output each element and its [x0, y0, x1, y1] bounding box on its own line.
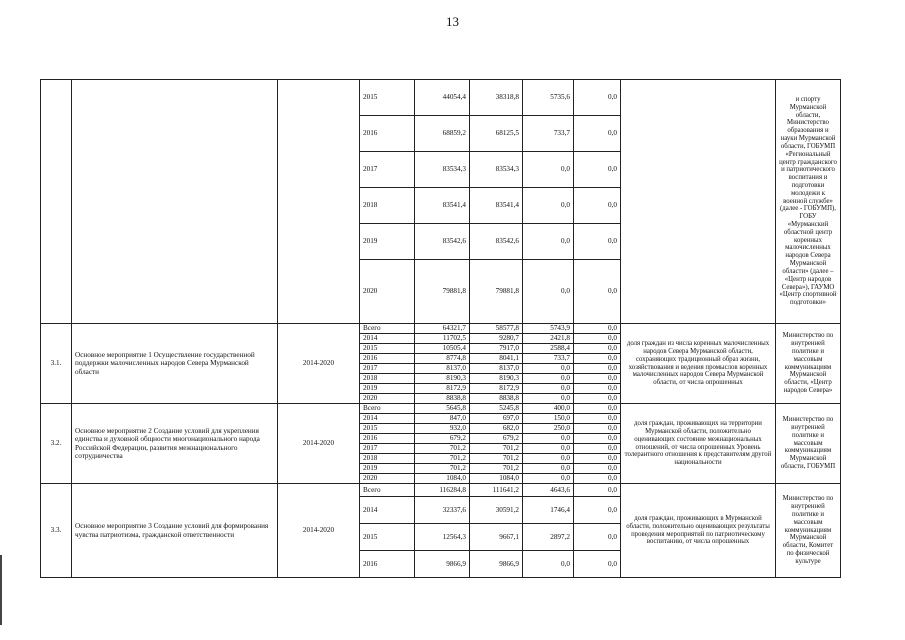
total-cell: 8137,0 — [415, 364, 470, 374]
regional-cell: 701,2 — [470, 444, 523, 454]
total-cell: 679,2 — [415, 434, 470, 444]
other-cell: 0,0 — [574, 116, 621, 152]
total-cell: 83542,6 — [415, 224, 470, 260]
regional-cell: 701,2 — [470, 464, 523, 474]
regional-cell: 8190,3 — [470, 374, 523, 384]
total-cell: 8190,3 — [415, 374, 470, 384]
year-cell: 2020 — [360, 394, 415, 404]
activity-number: 3.1. — [41, 324, 72, 404]
federal-cell: 0,0 — [523, 384, 574, 394]
federal-cell: 733,7 — [523, 354, 574, 364]
regional-cell: 9280,7 — [470, 334, 523, 344]
other-cell: 0,0 — [574, 324, 621, 334]
table-row — [41, 484, 841, 497]
other-cell: 0,0 — [574, 497, 621, 524]
total-cell: 9866,9 — [415, 551, 470, 578]
year-cell: 2020 — [360, 474, 415, 484]
regional-cell: 697,0 — [470, 414, 523, 424]
table-row — [41, 404, 841, 414]
other-cell: 0,0 — [574, 344, 621, 354]
year-cell: 2020 — [360, 260, 415, 324]
year-cell: 2016 — [360, 434, 415, 444]
page-number: 13 — [446, 14, 459, 29]
federal-cell: 0,0 — [523, 364, 574, 374]
regional-cell: 8838,8 — [470, 394, 523, 404]
regional-cell: 8172,9 — [470, 384, 523, 394]
federal-cell: 0,0 — [523, 394, 574, 404]
total-cell: 64321,7 — [415, 324, 470, 334]
federal-cell: 2897,2 — [523, 524, 574, 551]
year-cell: 2015 — [360, 344, 415, 354]
year-cell: 2018 — [360, 454, 415, 464]
regional-cell: 83541,4 — [470, 188, 523, 224]
federal-cell: 0,0 — [523, 474, 574, 484]
regional-cell: 5245,8 — [470, 404, 523, 414]
activity-name: Основное мероприятие 2 Создание условий для укрепления единства и духовной общности многонационального народа Российской Федерации, развития межнационального сотрудничества — [72, 404, 278, 484]
year-cell: Всего — [360, 484, 415, 497]
year-cell: 2016 — [360, 116, 415, 152]
federal-cell: 2421,8 — [523, 334, 574, 344]
total-cell: 10505,4 — [415, 344, 470, 354]
year-cell: 2019 — [360, 464, 415, 474]
total-cell: 701,2 — [415, 454, 470, 464]
year-cell: 2018 — [360, 374, 415, 384]
year-cell: 2016 — [360, 551, 415, 578]
regional-cell: 8041,1 — [470, 354, 523, 364]
year-cell: 2018 — [360, 188, 415, 224]
total-cell: 116284,8 — [415, 484, 470, 497]
regional-cell: 7917,0 — [470, 344, 523, 354]
federal-cell: 0,0 — [523, 152, 574, 188]
table-row — [41, 80, 841, 116]
indicator-cell: доля граждан, проживающих в Мурманской области, положительно оценивающих результаты проведения мероприятий по патриотическому воспитанию, от числа опрошенных — [621, 484, 776, 578]
year-cell: 2016 — [360, 354, 415, 364]
regional-cell: 701,2 — [470, 454, 523, 464]
year-cell: 2017 — [360, 364, 415, 374]
year-cell: 2019 — [360, 384, 415, 394]
scan-edge-mark — [0, 555, 2, 625]
year-cell: 2019 — [360, 224, 415, 260]
total-cell: 847,0 — [415, 414, 470, 424]
total-cell: 68859,2 — [415, 116, 470, 152]
other-cell: 0,0 — [574, 474, 621, 484]
other-cell: 0,0 — [574, 384, 621, 394]
executor-cell: Министерство по внутренней политике и массовым коммуникациям Мурманской области, «Центр народов Севера» — [776, 324, 841, 404]
total-cell: 12564,3 — [415, 524, 470, 551]
total-cell: 79881,8 — [415, 260, 470, 324]
program-table — [40, 79, 841, 578]
empty-name-cell — [72, 80, 278, 324]
regional-cell: 68125,5 — [470, 116, 523, 152]
federal-cell: 0,0 — [523, 188, 574, 224]
federal-cell: 0,0 — [523, 260, 574, 324]
federal-cell: 5735,6 — [523, 80, 574, 116]
federal-cell: 0,0 — [523, 434, 574, 444]
total-cell: 44054,4 — [415, 80, 470, 116]
regional-cell: 8137,0 — [470, 364, 523, 374]
activity-period: 2014-2020 — [278, 324, 360, 404]
regional-cell: 83534,3 — [470, 152, 523, 188]
total-cell: 701,2 — [415, 444, 470, 454]
total-cell: 8172,9 — [415, 384, 470, 394]
other-cell: 0,0 — [574, 394, 621, 404]
other-cell: 0,0 — [574, 364, 621, 374]
other-cell: 0,0 — [574, 354, 621, 364]
total-cell: 701,2 — [415, 464, 470, 474]
activity-period: 2014-2020 — [278, 404, 360, 484]
other-cell: 0,0 — [574, 454, 621, 464]
year-cell: 2014 — [360, 414, 415, 424]
regional-cell: 9667,1 — [470, 524, 523, 551]
year-cell: 2015 — [360, 424, 415, 434]
year-cell: Всего — [360, 404, 415, 414]
empty-number-cell — [41, 80, 72, 324]
federal-cell: 0,0 — [523, 224, 574, 260]
federal-cell: 150,0 — [523, 414, 574, 424]
other-cell: 0,0 — [574, 260, 621, 324]
year-cell: 2015 — [360, 80, 415, 116]
federal-cell: 733,7 — [523, 116, 574, 152]
total-cell: 32337,6 — [415, 497, 470, 524]
other-cell: 0,0 — [574, 484, 621, 497]
other-cell: 0,0 — [574, 551, 621, 578]
year-cell: 2017 — [360, 152, 415, 188]
total-cell: 8774,8 — [415, 354, 470, 364]
total-cell: 5645,8 — [415, 404, 470, 414]
other-cell: 0,0 — [574, 224, 621, 260]
regional-cell: 30591,2 — [470, 497, 523, 524]
other-cell: 0,0 — [574, 414, 621, 424]
year-cell: 2015 — [360, 524, 415, 551]
federal-cell: 2588,4 — [523, 344, 574, 354]
total-cell: 83534,3 — [415, 152, 470, 188]
other-cell: 0,0 — [574, 80, 621, 116]
year-cell: Всего — [360, 324, 415, 334]
empty-indicator-cell — [621, 80, 776, 324]
total-cell: 932,0 — [415, 424, 470, 434]
regional-cell: 83542,6 — [470, 224, 523, 260]
regional-cell: 679,2 — [470, 434, 523, 444]
executor-cell: и спорту Мурманской области, Министерство образования и науки Мурманской области, ГОБУМП «Региональный центр гражданского и патриотического воспитания и подготовки молодежи к военной службе» (далее - ГОБУМП), ГОБУ «Мурманский областной центр коренных малочисленных народов Севера Мурманской области» (далее – «Центр народов Севера»), ГАУМО «Центр спортивной подготовки» — [776, 80, 841, 324]
year-cell: 2017 — [360, 444, 415, 454]
regional-cell: 111641,2 — [470, 484, 523, 497]
federal-cell: 0,0 — [523, 444, 574, 454]
federal-cell: 0,0 — [523, 374, 574, 384]
federal-cell: 4643,6 — [523, 484, 574, 497]
executor-cell: Министерство по внутренней политике и массовым коммуникациям Мурманской области, Комитет по физической культуре — [776, 484, 841, 578]
other-cell: 0,0 — [574, 188, 621, 224]
regional-cell: 79881,8 — [470, 260, 523, 324]
regional-cell: 58577,8 — [470, 324, 523, 334]
federal-cell: 250,0 — [523, 424, 574, 434]
indicator-cell: доля граждан из числа коренных малочисленных народов Севера Мурманской области, сохраняющих традиционный образ жизни, хозяйствования и ведения промыслов коренных малочисленных народов Севера Мурманской области, от числа опрошенных — [621, 324, 776, 404]
federal-cell: 5743,9 — [523, 324, 574, 334]
other-cell: 0,0 — [574, 434, 621, 444]
year-cell: 2014 — [360, 334, 415, 344]
other-cell: 0,0 — [574, 152, 621, 188]
total-cell: 8838,8 — [415, 394, 470, 404]
year-cell: 2014 — [360, 497, 415, 524]
other-cell: 0,0 — [574, 374, 621, 384]
total-cell: 83541,4 — [415, 188, 470, 224]
federal-cell: 0,0 — [523, 551, 574, 578]
total-cell: 1084,0 — [415, 474, 470, 484]
regional-cell: 9866,9 — [470, 551, 523, 578]
other-cell: 0,0 — [574, 444, 621, 454]
empty-period-cell — [278, 80, 360, 324]
regional-cell: 38318,8 — [470, 80, 523, 116]
other-cell: 0,0 — [574, 424, 621, 434]
federal-cell: 0,0 — [523, 464, 574, 474]
indicator-cell: доля граждан, проживающих на территории Мурманской области, положительно оценивающих состояние межнациональных отношений, от числа опрошенных Уровень толерантного отношения к представителям другой национальности — [621, 404, 776, 484]
total-cell: 11702,5 — [415, 334, 470, 344]
federal-cell: 0,0 — [523, 454, 574, 464]
executor-cell: Министерство по внутренней политике и массовым коммуникациям Мурманской области, ГОБУМП — [776, 404, 841, 484]
other-cell: 0,0 — [574, 404, 621, 414]
other-cell: 0,0 — [574, 524, 621, 551]
activity-name: Основное мероприятие 1 Осуществление государственной поддержки малочисленных народов Севера Мурманской области — [72, 324, 278, 404]
regional-cell: 682,0 — [470, 424, 523, 434]
activity-number: 3.3. — [41, 484, 72, 578]
regional-cell: 1084,0 — [470, 474, 523, 484]
federal-cell: 1746,4 — [523, 497, 574, 524]
other-cell: 0,0 — [574, 334, 621, 344]
other-cell: 0,0 — [574, 464, 621, 474]
table-row — [41, 324, 841, 334]
activity-number: 3.2. — [41, 404, 72, 484]
activity-period: 2014-2020 — [278, 484, 360, 578]
federal-cell: 400,0 — [523, 404, 574, 414]
activity-name: Основное мероприятие 3 Создание условий для формирования чувства патриотизма, гражданской ответственности — [72, 484, 278, 578]
